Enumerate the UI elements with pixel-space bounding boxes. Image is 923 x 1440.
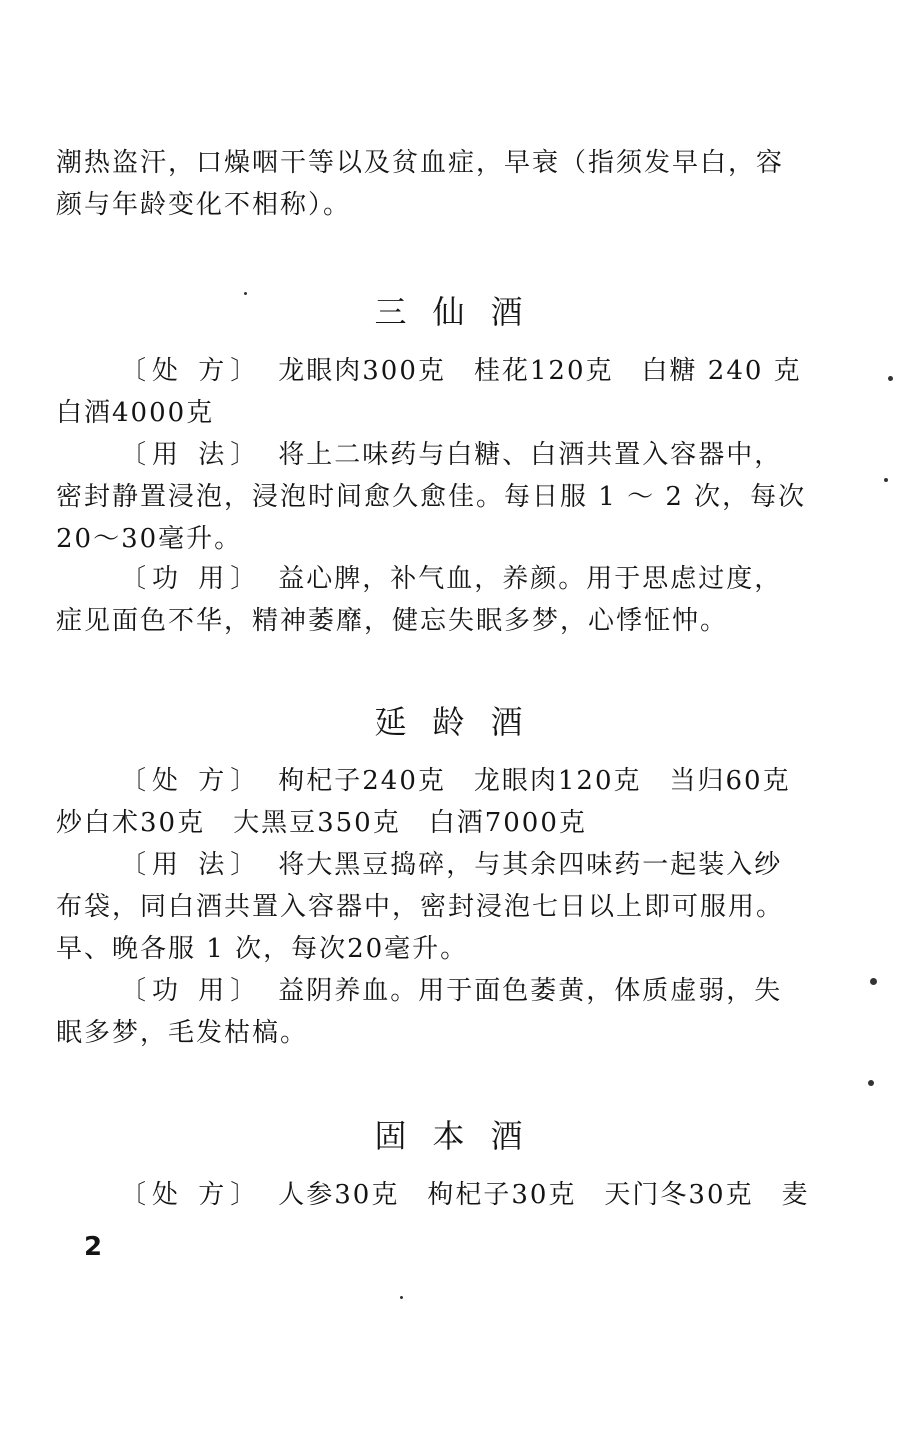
usage-label: 〔用 法〕 [120,850,263,880]
effect-label: 〔功 用〕 [120,976,263,1006]
usage-text: 将上二味药与白糖、白酒共置入容器中， [278,440,783,470]
sanxian-effect [56,558,783,642]
formula-label: 〔处 方〕 [120,356,263,386]
formula-text: 白酒4000克 [56,398,215,428]
formula-text: 枸杞子240克 龙眼肉120克 当归60克 [278,766,791,796]
usage-text: 20～30毫升。 [56,524,243,554]
intro-line: 潮热盗汗，口燥咽干等以及贫血症，早衰（指须发早白，容 [56,148,785,178]
yanling-effect [56,970,783,1054]
scan-speck [888,376,893,381]
formula-text: 龙眼肉300克 桂花120克 白糖 240 克 [278,356,802,386]
formula-label: 〔处 方〕 [120,766,263,796]
guben-formula [56,1174,810,1216]
effect-text: 眠多梦，毛发枯槁。 [56,1018,309,1048]
usage-label: 〔用 法〕 [120,440,263,470]
usage-text: 布袋，同白酒共置入容器中，密封浸泡七日以上即可服用。 [56,892,785,922]
formula-text: 人参30克 枸杞子30克 天门冬30克 麦 [278,1180,810,1210]
formula-label: 〔处 方〕 [120,1180,263,1210]
usage-text: 密封静置浸泡，浸泡时间愈久愈佳。每日服 1 ～ 2 次，每次 [56,482,807,512]
usage-text: 将大黑豆捣碎，与其余四味药一起装入纱 [278,850,783,880]
sanxian-formula [56,350,802,434]
formula-text: 炒白术30克 大黑豆350克 白酒7000克 [56,808,587,838]
effect-label: 〔功 用〕 [120,564,263,594]
yanling-usage [56,844,785,970]
effect-text: 症见面色不华，精神萎靡，健忘失眠多梦，心悸怔忡。 [56,606,729,636]
effect-text: 益阴养血。用于面色萎黄，体质虚弱，失 [278,976,783,1006]
scan-speck [884,478,888,482]
intro-paragraph [56,142,785,226]
section-title-sanxian: 三仙酒 [374,293,549,331]
section-title-guben: 固本酒 [374,1117,549,1155]
page-number: 2 [84,1232,103,1262]
scan-speck [868,1080,874,1086]
effect-text: 益心脾，补气血，养颜。用于思虑过度， [278,564,783,594]
scan-speck [870,978,877,985]
usage-text: 早、晚各服 1 次，每次20毫升。 [56,934,469,964]
scan-speck [244,292,247,295]
yanling-formula [56,760,791,844]
scan-speck [400,1296,403,1299]
intro-line: 颜与年龄变化不相称）。 [56,190,352,220]
sanxian-usage [56,434,807,560]
section-title-yanling: 延龄酒 [374,703,549,741]
